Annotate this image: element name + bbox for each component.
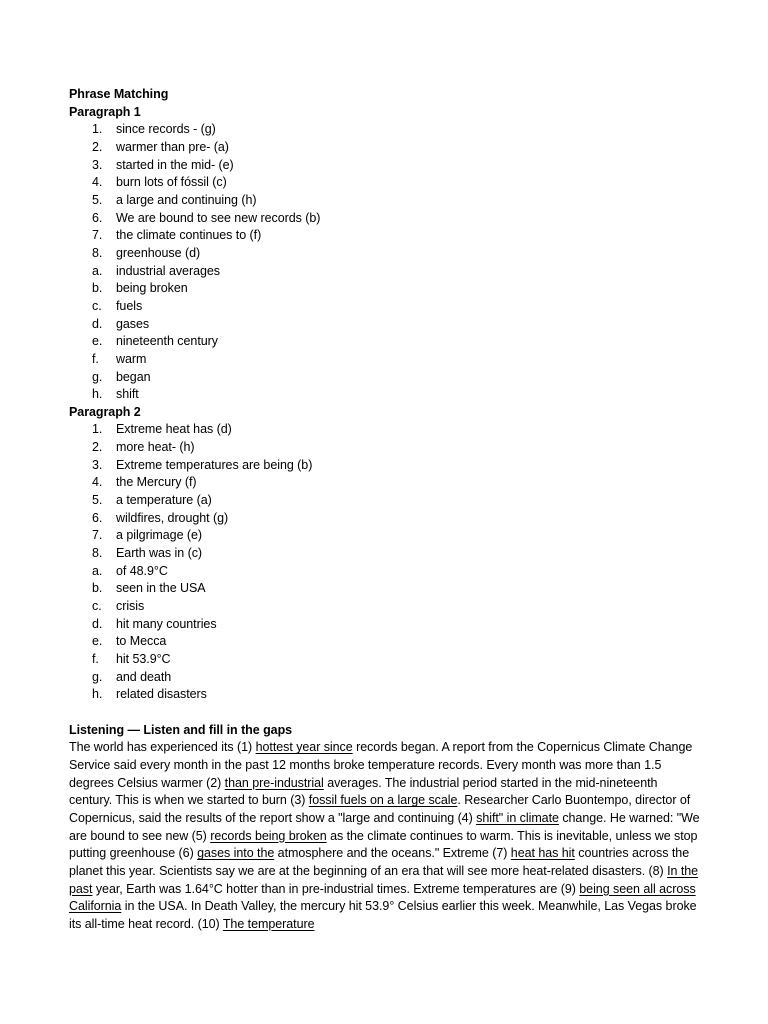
list-item-text: nineteenth century — [116, 334, 218, 349]
list-item-text: and death — [116, 669, 172, 684]
list-marker: b. — [92, 281, 103, 296]
list-marker: 8. — [92, 546, 103, 561]
list-item — [69, 227, 701, 245]
passage-text: in the USA. In Death Valley, the mercury hit 53.9° Celsius earlier this week. Meanwhile, Las Vegas broke its all-time heat record. (10) — [69, 899, 697, 931]
passage-text: records began. A report from the Copernicus Climate Change Service said every month in the past 12 months broke temperature records. Every month was more than 1.5 degrees Celsius warmer (2) — [69, 740, 693, 790]
listening-heading: Listening — Listen and fill in the gaps — [69, 722, 293, 737]
list-marker: 4. — [92, 475, 103, 490]
list-item-text: a temperature (a) — [116, 493, 212, 508]
list-marker: 2. — [92, 440, 103, 455]
gap-answer: The temperature — [222, 916, 315, 931]
list-item-text: related disasters — [116, 687, 207, 702]
list-item — [69, 457, 701, 475]
gap-answer: In the past — [69, 863, 699, 896]
list-item — [69, 263, 701, 281]
list-item-text: more heat- (h) — [116, 440, 195, 455]
passage-text: year, Earth was 1.64°C hotter than in pre-industrial times. Extreme temperatures are (9) — [92, 881, 580, 896]
list-item — [69, 439, 701, 457]
list-item — [69, 527, 701, 545]
list-item — [69, 616, 701, 634]
listening-passage — [69, 739, 701, 933]
list-marker: 2. — [92, 139, 103, 154]
list-marker: c. — [92, 298, 102, 313]
list-marker: a. — [92, 563, 103, 578]
list-item — [69, 633, 701, 651]
list-marker: 3. — [92, 457, 103, 472]
list-item — [69, 210, 701, 228]
list-item-text: warm — [116, 351, 147, 366]
list-marker: 7. — [92, 228, 103, 243]
list-marker: b. — [92, 581, 103, 596]
list-item-text: hit many countries — [116, 616, 217, 631]
list-item — [69, 563, 701, 581]
list-item — [69, 316, 701, 334]
paragraph-2-numbered-list — [69, 421, 701, 562]
list-item — [69, 333, 701, 351]
list-marker: d. — [92, 616, 103, 631]
paragraph-2-heading: Paragraph 2 — [69, 404, 141, 419]
list-item-text: fuels — [116, 298, 143, 313]
list-item — [69, 157, 701, 175]
gap-answer: fossil fuels on a large scale — [308, 793, 458, 808]
list-marker: h. — [92, 387, 103, 402]
list-item-text: seen in the USA — [116, 581, 206, 596]
list-item-text: the climate continues to (f) — [116, 228, 262, 243]
list-item — [69, 669, 701, 687]
list-item — [69, 174, 701, 192]
list-item — [69, 351, 701, 369]
passage-text: . Researcher Carlo Buontempo, director of Copernicus, said the results of the report show a "large and continuing (4) — [69, 793, 691, 825]
list-marker: e. — [92, 334, 103, 349]
list-marker: g. — [92, 669, 103, 684]
list-marker: h. — [92, 687, 103, 702]
list-item — [69, 421, 701, 439]
passage-text: countries across the planet this year. Scientists say we are at the beginning of an era that will see more heat-related disasters. (8) — [69, 846, 690, 878]
list-item-text: Extreme temperatures are being (b) — [116, 457, 313, 472]
list-item-text: crisis — [116, 599, 145, 614]
gap-answer: gases into the — [197, 846, 275, 861]
list-marker: 3. — [92, 157, 103, 172]
list-item-text: Earth was in (c) — [116, 546, 203, 561]
list-marker: e. — [92, 634, 103, 649]
list-item-text: gases — [116, 316, 150, 331]
paragraph-1-numbered-list — [69, 121, 701, 262]
list-item-text: being broken — [116, 281, 188, 296]
list-item — [69, 245, 701, 263]
passage-text: atmosphere and the oceans." Extreme (7) — [274, 846, 511, 861]
list-marker: g. — [92, 369, 103, 384]
gap-answer: than pre-industrial — [224, 775, 324, 790]
list-marker: 8. — [92, 245, 103, 260]
list-marker: 6. — [92, 210, 103, 225]
list-item — [69, 651, 701, 669]
list-item-text: hit 53.9°C — [116, 652, 171, 666]
list-marker: 1. — [92, 422, 103, 437]
list-item-text: shift — [116, 387, 139, 402]
list-item-text: a large and continuing (h) — [116, 192, 257, 207]
list-item-text: began — [116, 369, 151, 384]
list-item — [69, 139, 701, 157]
list-marker: d. — [92, 316, 103, 331]
list-item-text: greenhouse (d) — [116, 245, 201, 260]
paragraph-1-lettered-list — [69, 263, 701, 404]
list-item — [69, 598, 701, 616]
list-item-text: a pilgrimage (e) — [116, 528, 203, 543]
list-item-text: Extreme heat has (d) — [116, 422, 232, 437]
list-marker: c. — [92, 599, 102, 614]
list-marker: f. — [92, 652, 99, 666]
list-item — [69, 192, 701, 210]
list-item — [69, 280, 701, 298]
list-item-text: burn lots of fóssil (c) — [116, 175, 227, 190]
list-marker: a. — [92, 263, 103, 278]
list-marker: 7. — [92, 528, 103, 543]
list-item-text: to Mecca — [116, 634, 167, 649]
document-page — [69, 86, 701, 933]
page-title: Phrase Matching — [69, 87, 169, 101]
passage-text: averages. The industrial period started in the mid-nineteenth century. This is when we started to burn (3) — [69, 775, 658, 808]
list-item — [69, 686, 701, 704]
list-item — [69, 386, 701, 404]
list-marker: f. — [92, 351, 99, 366]
gap-answer: heat has hit — [510, 846, 575, 861]
list-item — [69, 580, 701, 598]
list-item-text: since records - (g) — [116, 122, 216, 137]
list-item-text: warmer than pre- (a) — [116, 139, 229, 154]
list-item-text: the Mercury (f) — [116, 475, 197, 490]
passage-text: The world has experienced its (1) — [69, 740, 256, 755]
list-item-text: of 48.9°C — [116, 563, 168, 578]
gap-answer: being seen all across California — [69, 881, 696, 914]
list-marker: 5. — [92, 192, 103, 207]
list-item — [69, 545, 701, 563]
paragraph-1-heading: Paragraph 1 — [69, 104, 141, 119]
list-item — [69, 492, 701, 510]
gap-answer: records being broken — [210, 828, 327, 843]
list-item — [69, 369, 701, 387]
list-item-text: started in the mid- (e) — [116, 157, 234, 172]
list-marker: 6. — [92, 510, 103, 525]
list-item-text: We are bound to see new records (b) — [116, 210, 321, 225]
passage-text: change. He warned: "We are bound to see new (5) — [69, 810, 700, 843]
list-marker: 5. — [92, 493, 103, 508]
list-item-text: industrial averages — [116, 263, 220, 278]
list-item — [69, 510, 701, 528]
list-item — [69, 298, 701, 316]
list-item — [69, 121, 701, 139]
list-item — [69, 474, 701, 492]
list-marker: 4. — [92, 175, 103, 190]
paragraph-2-lettered-list — [69, 563, 701, 704]
gap-answer: hottest year since — [255, 740, 353, 755]
passage-text: as the climate continues to warm. This is inevitable, unless we stop putting greenhouse (6) — [69, 828, 698, 861]
gap-answer: shift" in climate — [476, 810, 559, 825]
list-marker: 1. — [92, 122, 103, 137]
list-item-text: wildfires, drought (g) — [116, 510, 229, 525]
